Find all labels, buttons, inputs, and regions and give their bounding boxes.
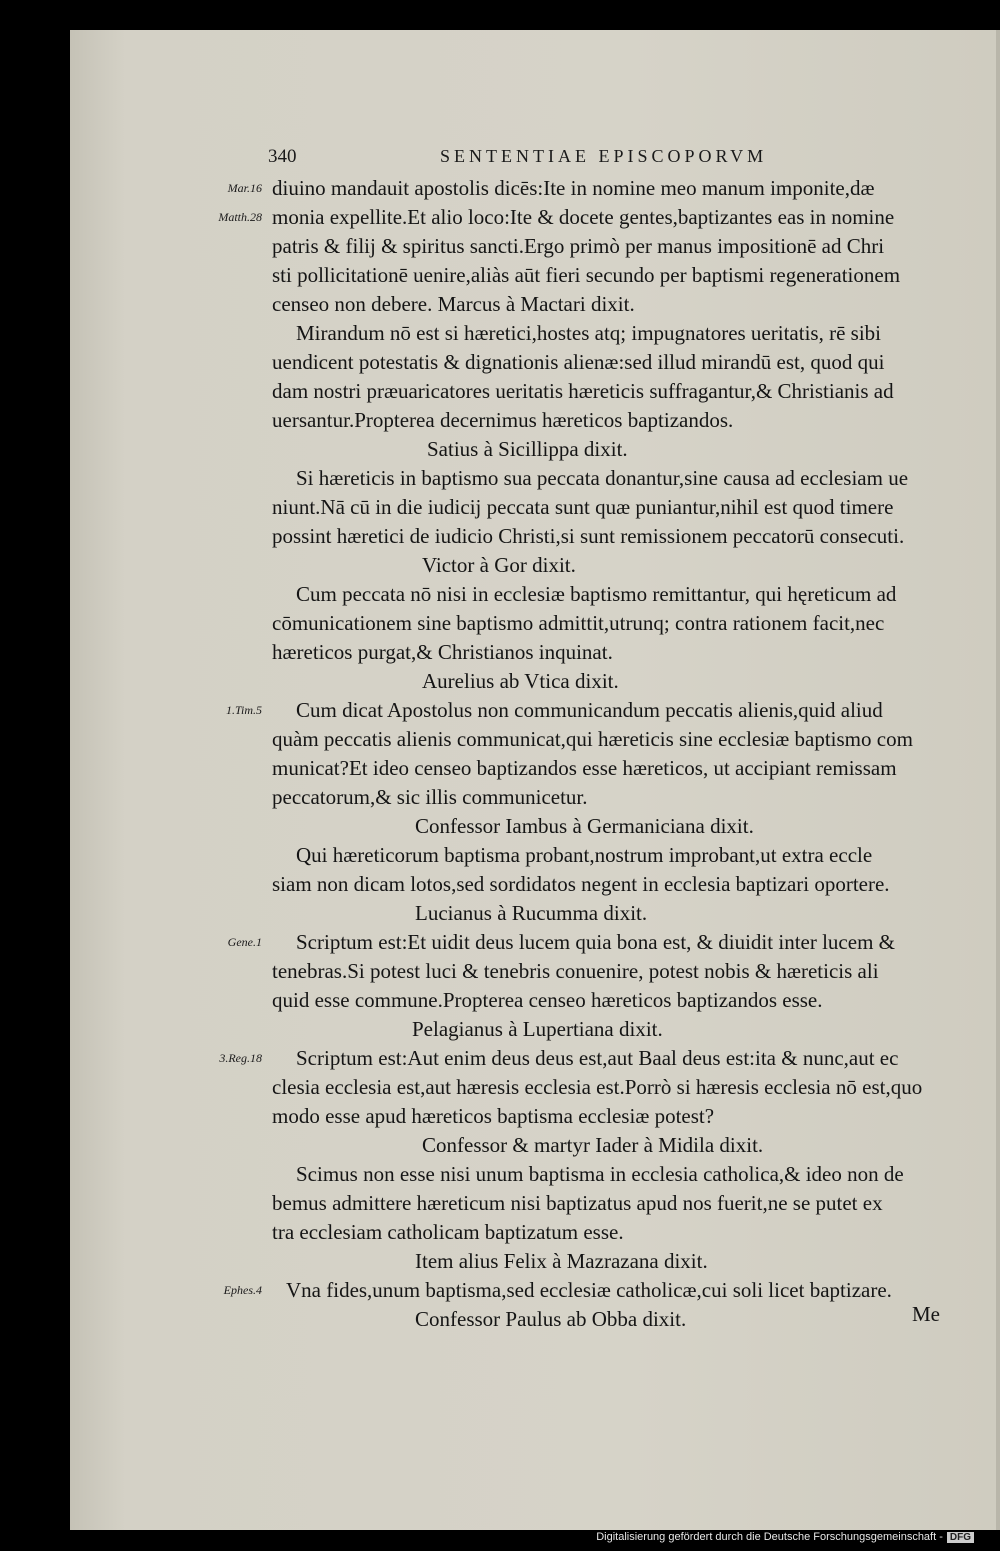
- text-line: clesia ecclesia est,aut hæresis ecclesia est.Porrò si hæresis ecclesia nō est,quo: [272, 1075, 923, 1099]
- text-line: niunt.Nā cū in die iudicij peccata sunt quæ puniantur,nihil est quod timere: [272, 495, 894, 519]
- running-title: SENTENTIAE EPISCOPORVM: [440, 146, 768, 166]
- footer-credit: [596, 1531, 974, 1547]
- speaker-heading: Aurelius ab Vtica dixit.: [422, 669, 619, 693]
- margin-note: 1.Tim.5: [225, 703, 262, 717]
- margin-note: Mar.16: [227, 181, 262, 195]
- text-line: Vna fides,unum baptisma,sed ecclesiæ catholicæ,cui soli licet baptizare.: [286, 1278, 892, 1302]
- text-line: peccatorum,& sic illis communicetur.: [272, 785, 588, 809]
- text-line: Cum dicat Apostolus non communicandum peccatis alienis,quid aliud: [296, 698, 883, 722]
- text-line: dam nostri præuaricatores ueritatis hæreticis suffragantur,& Christianis ad: [272, 379, 894, 403]
- text-line: quid esse commune.Propterea censeo hæreticos baptizandos esse.: [272, 988, 823, 1012]
- text-line: diuino mandauit apostolis dicēs:Ite in nomine meo manum imponite,dæ: [272, 176, 875, 200]
- text-line: tenebras.Si potest luci & tenebris conuenire, potest nobis & hæreticis ali: [272, 959, 879, 983]
- speaker-heading: Item alius Felix à Mazrazana dixit.: [415, 1249, 708, 1273]
- catchword: Me: [912, 1302, 940, 1326]
- speaker-heading: Confessor Paulus ab Obba dixit.: [415, 1307, 687, 1331]
- speaker-heading: Satius à Sicillippa dixit.: [427, 437, 628, 461]
- text-line: censeo non debere. Marcus à Mactari dixit.: [272, 292, 635, 316]
- speaker-heading: Confessor & martyr Iader à Midila dixit.: [422, 1133, 764, 1157]
- text-line: possint hæretici de iudicio Christi,si sunt remissionem peccatorū consecuti.: [272, 524, 905, 548]
- text-line: patris & filij & spiritus sancti.Ergo primò per manus impositionē ad Chri: [272, 234, 885, 258]
- text-line: bemus admittere hæreticum nisi baptizatus apud nos fuerit,ne se putet ex: [272, 1191, 883, 1215]
- speaker-heading: Lucianus à Rucumma dixit.: [415, 901, 648, 925]
- page-number: 340: [268, 146, 297, 167]
- text-line: hæreticos purgat,& Christianos inquinat.: [272, 640, 613, 664]
- text-body: [272, 174, 962, 1334]
- dfg-logo: DFG: [947, 1532, 974, 1543]
- text-line: uersantur.Propterea decernimus hæreticos baptizandos.: [272, 408, 734, 432]
- text-line: cōmunicationem sine baptismo admittit,utrunq; contra rationem facit,nec: [272, 611, 885, 635]
- margin-note: 3.Reg.18: [219, 1051, 262, 1065]
- text-line: Qui hæreticorum baptisma probant,nostrum improbant,ut extra eccle: [296, 843, 873, 867]
- text-line: quàm peccatis alienis communicat,qui hæreticis sine ecclesiæ baptismo com: [272, 727, 913, 751]
- margin-note: Ephes.4: [223, 1283, 262, 1297]
- speaker-heading: Confessor Iambus à Germaniciana dixit.: [415, 814, 754, 838]
- text-line: uendicent potestatis & dignationis alienæ:sed illud mirandū est, quod qui: [272, 350, 885, 374]
- speaker-heading: Victor à Gor dixit.: [422, 553, 576, 577]
- page-header: [268, 146, 828, 174]
- text-line: sti pollicitationē uenire,aliàs aūt fieri secundo per baptismi regenerationem: [272, 263, 901, 287]
- footer-text: Digitalisierung gefördert durch die Deutsche Forschungsgemeinschaft -: [596, 1531, 943, 1543]
- text-line: Scriptum est:Aut enim deus deus est,aut Baal deus est:ita & nunc,aut ec: [296, 1046, 899, 1070]
- text-line: municat?Et ideo censeo baptizandos esse hæreticos, ut accipiant remissam: [272, 756, 897, 780]
- margin-note: Matth.28: [218, 210, 262, 224]
- text-line: siam non dicam lotos,sed sordidatos negent in ecclesia baptizari oportere.: [272, 872, 890, 896]
- text-line: modo esse apud hæreticos baptisma ecclesiæ potest?: [272, 1104, 715, 1128]
- text-line: Scimus non esse nisi unum baptisma in ecclesia catholica,& ideo non de: [296, 1162, 904, 1186]
- text-line: Si hæreticis in baptismo sua peccata donantur,sine causa ad ecclesiam ue: [296, 466, 909, 490]
- text-line: monia expellite.Et alio loco:Ite & docete gentes,baptizantes eas in nomine: [272, 205, 895, 229]
- speaker-heading: Pelagianus à Lupertiana dixit.: [412, 1017, 663, 1041]
- text-line: Cum peccata nō nisi in ecclesiæ baptismo remittantur, qui hęreticum ad: [296, 582, 897, 606]
- text-line: Mirandum nō est si hæretici,hostes atq; impugnatores ueritatis, rē sibi: [296, 321, 881, 345]
- margin-note: Gene.1: [227, 935, 262, 949]
- text-line: tra ecclesiam catholicam baptizatum esse.: [272, 1220, 624, 1244]
- text-line: Scriptum est:Et uidit deus lucem quia bona est, & diuidit inter lucem &: [296, 930, 895, 954]
